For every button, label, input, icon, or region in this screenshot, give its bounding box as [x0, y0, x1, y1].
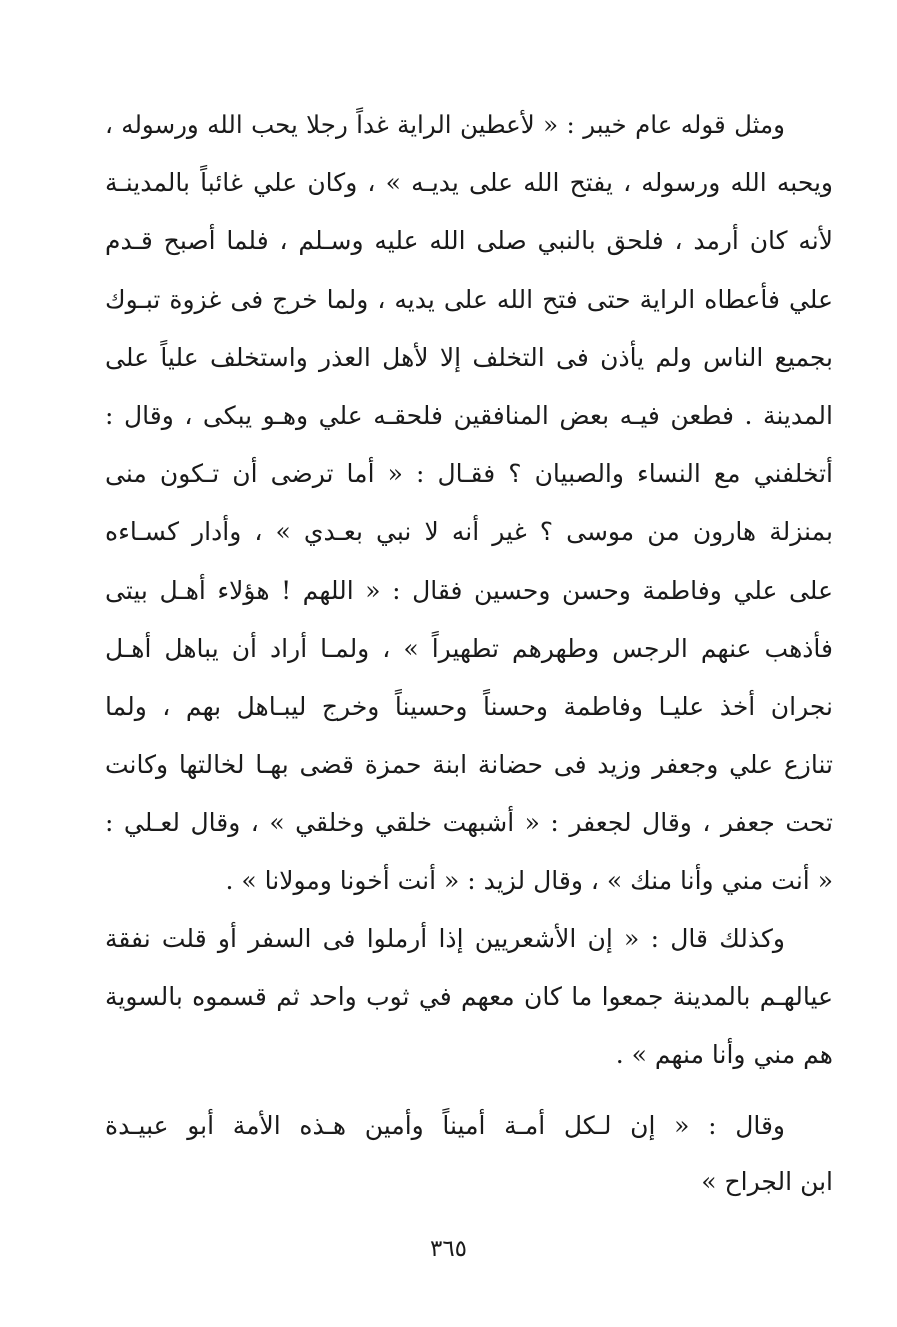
text-line: « أنت مني وأنا منك » ، وقال لزيد : « أنت أخونا ومولانا » . — [225, 866, 833, 896]
text-line: هم مني وأنا منهم » . — [615, 1040, 833, 1069]
paragraph-1 — [105, 96, 833, 911]
text-line: تحت جعفر ، وقال لجعفر : « أشبهت خلقي وخلقي » ، وقال لعـلي : — [105, 808, 833, 838]
text-line: علي فأعطاه الراية حتى فتح الله على يديه ، ولما خرج فى غزوة تبـوك — [105, 284, 833, 314]
page-number: ٣٦٥ — [429, 1236, 468, 1262]
text-line: وقال : « إن لـكل أمـة أميناً وأمين هـذه الأمة أبو عبيـدة — [105, 1111, 785, 1140]
text-line: عيالهـم بالمدينة جمعوا ما كان معهم في ثوب واحد ثم قسموه بالسوية — [105, 982, 833, 1011]
text-line: بمنزلة هارون من موسى ؟ غير أنه لا نبي بعـدي » ، وأدار كسـاءه — [105, 517, 833, 547]
text-line: أتخلفني مع النساء والصبيان ؟ فقـال : « أما ترضى أن تـكون منى — [105, 459, 833, 489]
text-line: فأذهب عنهم الرجس وطهرهم تطهيراً » ، ولمـا أراد أن يباهل أهـل — [105, 633, 833, 663]
text-line: المدينة . فطعن فيـه بعض المنافقين فلحقـه علي وهـو يبكى ، وقال : — [105, 400, 833, 430]
paragraph-3 — [105, 1098, 833, 1210]
text-line: على علي وفاطمة وحسن وحسين فقال : « اللهم ! هؤلاء أهـل بيتى — [105, 575, 833, 605]
text-line: لأنه كان أرمد ، فلحق بالنبي صلى الله عليه وسـلم ، فلما أصبح قـدم — [105, 226, 833, 256]
text-line: تنازع علي وجعفر وزيد فى حضانة ابنة حمزة قضى بهـا لخالتها وكانت — [105, 750, 833, 780]
paragraph-2 — [105, 910, 833, 1084]
text-line: ابن الجراح » — [701, 1167, 833, 1196]
text-line: وكذلك قال : « إن الأشعريين إذا أرملوا فى السفر أو قلت نفقة — [105, 924, 785, 953]
text-line: بجميع الناس ولم يأذن فى التخلف إلا لأهل العذر واستخلف علياً على — [105, 342, 833, 372]
text-line: نجران أخذ عليـا وفاطمة وحسناً وحسيناً وخرج ليبـاهل بهم ، ولما — [105, 691, 833, 721]
text-line: ويحبه الله ورسوله ، يفتح الله على يديـه » ، وكان علي غائباً بالمدينـة — [105, 168, 833, 198]
text-line: ومثل قوله عام خيبر : « لأعطين الراية غداً رجلا يحب الله ورسوله ، — [105, 110, 785, 139]
